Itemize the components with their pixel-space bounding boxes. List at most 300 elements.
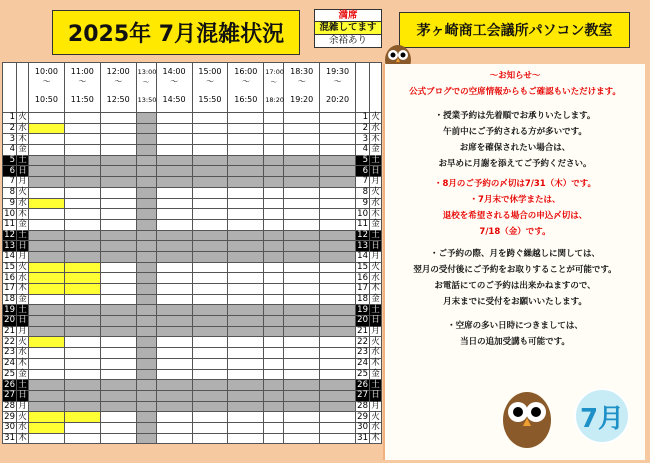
slot-cell xyxy=(264,219,284,230)
notice-b3: お電話にてのご予約は出来かねますので、 xyxy=(434,281,596,291)
slot-cell xyxy=(64,230,100,241)
slot-cell xyxy=(284,348,320,359)
slot-cell xyxy=(228,113,264,124)
slot-cell xyxy=(29,145,65,156)
slot-cell xyxy=(320,316,356,327)
weekday: 日 xyxy=(18,165,27,176)
slot-cell xyxy=(228,177,264,188)
slot-cell xyxy=(136,113,156,124)
day-number: 24 xyxy=(357,358,368,369)
slot-cell xyxy=(100,198,136,209)
day-number: 31 xyxy=(357,432,368,443)
day-row xyxy=(3,326,382,337)
day-number: 30 xyxy=(4,422,15,433)
day-number: 9 xyxy=(356,198,370,209)
slot-cell xyxy=(100,123,136,134)
slot-cell xyxy=(192,230,228,241)
slot-cell xyxy=(228,241,264,252)
slot-cell xyxy=(156,177,192,188)
day-number: 19 xyxy=(357,304,368,315)
slot-cell xyxy=(64,358,100,369)
slot-cell xyxy=(136,326,156,337)
slot-cell xyxy=(100,262,136,273)
slot-cell xyxy=(192,284,228,295)
day-number: 18 xyxy=(357,294,368,305)
day-number: 22 xyxy=(4,336,15,347)
slot-cell xyxy=(264,145,284,156)
slot-cell xyxy=(320,230,356,241)
slot-cell xyxy=(320,273,356,284)
day-number: 20 xyxy=(4,315,15,326)
weekday: 月 xyxy=(18,251,27,262)
legend-open: 余裕あり xyxy=(314,35,382,48)
slot-cell xyxy=(64,273,100,284)
slot-cell xyxy=(284,219,320,230)
day-number: 5 xyxy=(356,155,370,166)
slot-cell xyxy=(320,262,356,273)
weekday: 土 xyxy=(18,229,27,240)
weekday: 水 xyxy=(18,272,27,283)
weekday: 金 xyxy=(371,219,380,230)
slot-cell xyxy=(156,209,192,220)
weekday: 木 xyxy=(18,283,27,294)
day-number: 30 xyxy=(357,422,368,433)
slot-cell xyxy=(192,187,228,198)
time-slot-header: 11:00 〜 11:50 xyxy=(64,63,100,113)
slot-cell xyxy=(192,337,228,348)
slot-cell xyxy=(228,326,264,337)
slot-cell xyxy=(100,155,136,166)
weekday: 水 xyxy=(371,197,380,208)
slot-cell xyxy=(136,337,156,348)
day-number: 15 xyxy=(4,261,15,272)
notice-e1: ・空席の多い日時につきましては、 xyxy=(447,321,583,331)
slot-cell xyxy=(192,348,228,359)
weekday: 木 xyxy=(371,133,380,144)
slot-cell xyxy=(29,380,65,391)
slot-cell xyxy=(228,284,264,295)
slot-cell xyxy=(192,294,228,305)
day-row xyxy=(3,284,382,295)
day-row xyxy=(3,294,382,305)
slot-cell xyxy=(136,187,156,198)
weekday: 金 xyxy=(371,144,380,155)
day-row xyxy=(3,198,382,209)
slot-cell xyxy=(228,134,264,145)
day-number: 27 xyxy=(357,390,368,401)
slot-cell xyxy=(156,187,192,198)
day-number: 4 xyxy=(356,145,370,156)
weekday: 水 xyxy=(371,123,380,134)
slot-cell xyxy=(264,134,284,145)
slot-cell xyxy=(192,422,228,433)
slot-cell xyxy=(29,273,65,284)
notice-b2: 翌月の受付後にご予約をお取りすることが可能です。 xyxy=(413,265,617,275)
slot-cell xyxy=(156,284,192,295)
slot-cell xyxy=(228,219,264,230)
slot-cell xyxy=(320,219,356,230)
slot-cell xyxy=(192,316,228,327)
slot-cell xyxy=(192,262,228,273)
slot-cell xyxy=(156,145,192,156)
day-number: 10 xyxy=(357,208,368,219)
weekday: 日 xyxy=(18,390,27,401)
slot-cell xyxy=(29,401,65,412)
slot-cell xyxy=(284,134,320,145)
slot-cell xyxy=(156,134,192,145)
slot-cell xyxy=(156,337,192,348)
day-number: 18 xyxy=(4,294,15,305)
slot-cell xyxy=(284,284,320,295)
slot-cell xyxy=(29,348,65,359)
slot-cell xyxy=(100,251,136,262)
slot-cell xyxy=(192,209,228,220)
slot-cell xyxy=(29,241,65,252)
day-number: 14 xyxy=(4,251,15,262)
slot-cell xyxy=(64,251,100,262)
notice-b4: 月末までに受付をお願いいたします。 xyxy=(443,297,587,307)
slot-cell xyxy=(192,219,228,230)
slot-cell xyxy=(228,412,264,423)
slot-cell xyxy=(136,305,156,316)
slot-cell xyxy=(264,187,284,198)
slot-cell xyxy=(156,230,192,241)
slot-cell xyxy=(100,113,136,124)
slot-cell xyxy=(29,187,65,198)
slot-cell xyxy=(156,241,192,252)
slot-cell xyxy=(320,348,356,359)
weekday: 木 xyxy=(371,283,380,294)
slot-cell xyxy=(29,230,65,241)
slot-cell xyxy=(320,241,356,252)
day-number: 8 xyxy=(356,187,370,198)
slot-cell xyxy=(100,401,136,412)
day-number: 8 xyxy=(3,187,17,198)
slot-cell xyxy=(136,294,156,305)
slot-cell xyxy=(100,241,136,252)
slot-cell xyxy=(136,316,156,327)
day-number: 29 xyxy=(357,411,368,422)
day-number: 5 xyxy=(3,155,17,166)
slot-cell xyxy=(64,155,100,166)
day-number: 12 xyxy=(4,229,15,240)
weekday: 土 xyxy=(18,304,27,315)
weekday: 日 xyxy=(371,390,380,401)
slot-cell xyxy=(136,134,156,145)
slot-cell xyxy=(100,433,136,444)
day-number: 2 xyxy=(356,123,370,134)
slot-cell xyxy=(136,369,156,380)
notice-e2: 当日の追加受講も可能です。 xyxy=(460,337,570,347)
slot-cell xyxy=(284,316,320,327)
day-row xyxy=(3,262,382,273)
slot-cell xyxy=(228,337,264,348)
day-number: 21 xyxy=(357,326,368,337)
slot-cell xyxy=(284,241,320,252)
slot-cell xyxy=(64,348,100,359)
weekday: 月 xyxy=(18,326,27,337)
slot-cell xyxy=(64,316,100,327)
slot-cell xyxy=(264,177,284,188)
slot-cell xyxy=(228,422,264,433)
slot-cell xyxy=(320,326,356,337)
weekday: 土 xyxy=(371,229,380,240)
slot-cell xyxy=(64,422,100,433)
slot-cell xyxy=(156,316,192,327)
day-row xyxy=(3,273,382,284)
slot-cell xyxy=(320,134,356,145)
day-row xyxy=(3,380,382,391)
slot-cell xyxy=(136,166,156,177)
slot-cell xyxy=(100,305,136,316)
slot-cell xyxy=(228,380,264,391)
day-number: 7 xyxy=(3,177,17,188)
slot-cell xyxy=(156,326,192,337)
slot-cell xyxy=(29,177,65,188)
slot-cell xyxy=(320,113,356,124)
slot-cell xyxy=(264,251,284,262)
slot-cell xyxy=(29,412,65,423)
slot-cell xyxy=(64,284,100,295)
slot-cell xyxy=(156,251,192,262)
day-number: 9 xyxy=(3,198,17,209)
slot-cell xyxy=(320,294,356,305)
schedule-grid xyxy=(2,62,382,444)
slot-cell xyxy=(64,145,100,156)
slot-cell xyxy=(192,380,228,391)
day-number: 25 xyxy=(357,368,368,379)
slot-cell xyxy=(136,198,156,209)
day-number: 13 xyxy=(4,240,15,251)
weekday: 土 xyxy=(371,155,380,166)
slot-cell xyxy=(192,251,228,262)
day-number: 4 xyxy=(3,145,17,156)
weekday: 木 xyxy=(18,208,27,219)
slot-cell xyxy=(192,433,228,444)
slot-cell xyxy=(136,348,156,359)
slot-cell xyxy=(264,422,284,433)
slot-cell xyxy=(136,412,156,423)
day-number: 16 xyxy=(4,272,15,283)
day-number: 1 xyxy=(356,113,370,124)
weekday: 火 xyxy=(371,411,380,422)
slot-cell xyxy=(264,262,284,273)
day-row xyxy=(3,412,382,423)
slot-cell xyxy=(64,177,100,188)
weekday: 火 xyxy=(18,112,27,123)
slot-cell xyxy=(64,305,100,316)
weekday: 火 xyxy=(371,112,380,123)
day-row xyxy=(3,433,382,444)
slot-cell xyxy=(64,166,100,177)
slot-cell xyxy=(228,390,264,401)
slot-cell xyxy=(284,262,320,273)
slot-cell xyxy=(156,166,192,177)
slot-cell xyxy=(228,316,264,327)
weekday: 土 xyxy=(371,379,380,390)
slot-cell xyxy=(264,123,284,134)
day-number: 22 xyxy=(357,336,368,347)
slot-cell xyxy=(136,284,156,295)
slot-cell xyxy=(100,145,136,156)
day-row xyxy=(3,251,382,262)
slot-cell xyxy=(156,305,192,316)
notice-r3: 退校を希望される場合の申込〆切は、 xyxy=(442,211,588,221)
slot-cell xyxy=(284,230,320,241)
day-number: 6 xyxy=(356,166,370,177)
slot-cell xyxy=(100,348,136,359)
slot-cell xyxy=(264,209,284,220)
slot-cell xyxy=(64,401,100,412)
slot-cell xyxy=(228,433,264,444)
slot-cell xyxy=(228,348,264,359)
slot-cell xyxy=(284,326,320,337)
slot-cell xyxy=(284,412,320,423)
slot-cell xyxy=(264,230,284,241)
weekday: 日 xyxy=(18,315,27,326)
slot-cell xyxy=(264,369,284,380)
weekday: 火 xyxy=(18,411,27,422)
slot-cell xyxy=(264,284,284,295)
day-row xyxy=(3,337,382,348)
slot-cell xyxy=(228,123,264,134)
page-title: 2025年 7月混雑状況 xyxy=(52,10,300,55)
slot-cell xyxy=(136,123,156,134)
slot-cell xyxy=(264,390,284,401)
notice-b1: ・ご予約の際、月を跨ぐ繰越しに関しては、 xyxy=(429,249,600,259)
slot-cell xyxy=(264,166,284,177)
slot-cell xyxy=(228,369,264,380)
day-row xyxy=(3,134,382,145)
slot-cell xyxy=(284,273,320,284)
slot-cell xyxy=(136,401,156,412)
slot-cell xyxy=(100,369,136,380)
slot-cell xyxy=(264,348,284,359)
slot-cell xyxy=(100,187,136,198)
slot-cell xyxy=(29,219,65,230)
day-number: 3 xyxy=(3,134,17,145)
legend-full: 満席 xyxy=(314,9,382,22)
day-number: 10 xyxy=(4,208,15,219)
slot-cell xyxy=(264,326,284,337)
day-number: 23 xyxy=(357,347,368,358)
slot-cell xyxy=(264,113,284,124)
slot-cell xyxy=(29,422,65,433)
slot-cell xyxy=(156,390,192,401)
slot-cell xyxy=(284,198,320,209)
slot-cell xyxy=(284,369,320,380)
day-number: 11 xyxy=(357,219,368,230)
slot-cell xyxy=(64,433,100,444)
weekday: 日 xyxy=(371,165,380,176)
time-slot-header: 19:30 〜 20:20 xyxy=(320,63,356,113)
day-number: 28 xyxy=(357,400,368,411)
slot-cell xyxy=(284,380,320,391)
weekday: 水 xyxy=(18,347,27,358)
slot-cell xyxy=(136,145,156,156)
slot-cell xyxy=(136,209,156,220)
slot-cell xyxy=(264,305,284,316)
slot-cell xyxy=(284,433,320,444)
day-row xyxy=(3,209,382,220)
slot-cell xyxy=(228,145,264,156)
day-number: 15 xyxy=(357,261,368,272)
time-slot-header: 16:00 〜 16:50 xyxy=(228,63,264,113)
slot-cell xyxy=(136,155,156,166)
slot-cell xyxy=(136,251,156,262)
weekday: 火 xyxy=(18,261,27,272)
slot-cell xyxy=(284,422,320,433)
slot-cell xyxy=(228,230,264,241)
slot-cell xyxy=(320,369,356,380)
weekday: 月 xyxy=(18,176,27,187)
slot-cell xyxy=(136,380,156,391)
weekday: 木 xyxy=(371,358,380,369)
slot-cell xyxy=(228,262,264,273)
weekday: 木 xyxy=(18,133,27,144)
day-row xyxy=(3,219,382,230)
slot-cell xyxy=(228,358,264,369)
slot-cell xyxy=(156,422,192,433)
slot-cell xyxy=(29,316,65,327)
time-slot-header: 18:30 〜 19:20 xyxy=(284,63,320,113)
slot-cell xyxy=(192,145,228,156)
day-number: 7 xyxy=(356,177,370,188)
slot-cell xyxy=(156,412,192,423)
weekday: 水 xyxy=(18,422,27,433)
slot-cell xyxy=(264,198,284,209)
slot-cell xyxy=(284,113,320,124)
slot-cell xyxy=(284,123,320,134)
day-row xyxy=(3,230,382,241)
day-row xyxy=(3,241,382,252)
day-number: 14 xyxy=(357,251,368,262)
day-number: 27 xyxy=(4,390,15,401)
slot-cell xyxy=(29,358,65,369)
weekday: 水 xyxy=(371,422,380,433)
day-row xyxy=(3,166,382,177)
day-number: 23 xyxy=(4,347,15,358)
slot-cell xyxy=(320,166,356,177)
slot-cell xyxy=(320,380,356,391)
day-row xyxy=(3,145,382,156)
day-number: 11 xyxy=(4,219,15,230)
slot-cell xyxy=(29,390,65,401)
slot-cell xyxy=(264,241,284,252)
slot-cell xyxy=(320,401,356,412)
slot-cell xyxy=(284,401,320,412)
notice-blog: 公式ブログでの空席情報からもご確認もいただけます。 xyxy=(409,87,621,97)
day-number: 3 xyxy=(356,134,370,145)
month-badge: 7月 xyxy=(574,388,630,444)
day-number: 25 xyxy=(4,368,15,379)
day-number: 17 xyxy=(4,283,15,294)
time-slot-header: 17:00 〜 18:20 xyxy=(264,63,284,113)
slot-cell xyxy=(320,412,356,423)
notice-r4: 7/18（金）です。 xyxy=(479,227,551,237)
time-slot-header: 15:00 〜 15:50 xyxy=(192,63,228,113)
notice-p4: お早めに月謝を添えてご予約ください。 xyxy=(438,159,592,169)
slot-cell xyxy=(192,305,228,316)
time-slot-header: 12:00 〜 12:50 xyxy=(100,63,136,113)
day-row xyxy=(3,401,382,412)
slot-cell xyxy=(64,369,100,380)
slot-cell xyxy=(29,326,65,337)
slot-cell xyxy=(29,433,65,444)
day-row xyxy=(3,358,382,369)
legend xyxy=(314,9,382,48)
weekday: 土 xyxy=(18,379,27,390)
